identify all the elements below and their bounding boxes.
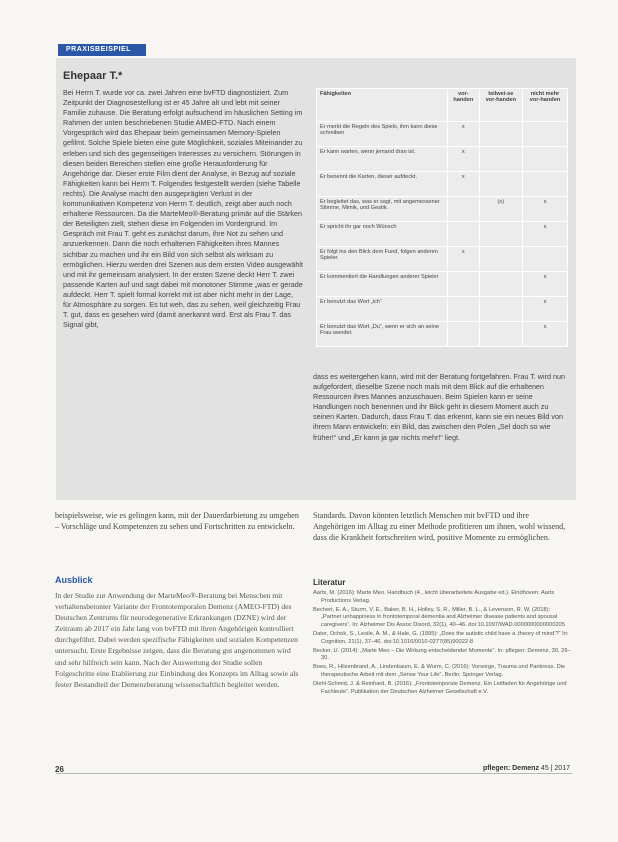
table-header-no-longer-present: nicht mehr vor-handen — [523, 89, 568, 122]
table-cell-absent: x — [523, 197, 568, 222]
table-cell-absent: x — [523, 272, 568, 297]
case-study-right-text: dass es weitergehen kann, wird mit der Beratung fortgefahren. Frau T. wird nun aufgefordert, dieselbe Szene noch mals mit dem Blick auf die erhaltenen Ressourcen ihres Mannes anzuschauen. Beim Spielen kann er seine Handlungen noch benennen und ihr Blick geht in diesem Moment auch zu seinen Karten. Dadurch, dass Frau T. das erkennt, kann sie ein neues Bild von ihrem Mann entwickeln: ein Bild, das zwischen den Polen „Sel doch so wie früher!“ und „Er kann ja gar nichts mehr!“ liegt. — [313, 372, 565, 442]
table-cell-partly — [479, 322, 522, 347]
table-row — [317, 322, 568, 347]
literature-entry: Dator, Ochok, S., Lesile, A. M., & Hale, G. (1995): „Does the autistic child have a ‚theory of mind‘?“ In: Cognition, 21(1), 37–46. doi:10.1016/0010-0277(85)90022-8 — [313, 630, 569, 645]
table-row — [317, 272, 568, 297]
table-cell-skill: Er begleitet das, was er sagt, mit angemessener Stimme, Mimik, und Gestik. — [317, 197, 448, 222]
table-cell-partly: (x) — [479, 197, 522, 222]
table-cell-absent — [523, 172, 568, 197]
table-header-partly-present: teilwei-se vor-handen — [479, 89, 522, 122]
literature-entry: Boes, R., Hilzenbrand, A., Lindenbaum, E. & Wurm, C. (2016): Vorsorge, Trauma und Pankreas. Die therapeutische Arbeit mit dem „Sense Your Life“. Berlin: Springer Verlag. — [313, 664, 566, 678]
table-cell-absent: x — [523, 222, 568, 247]
table-cell-partly — [479, 297, 522, 322]
table-header-present: vor-handen — [448, 89, 480, 122]
literature-entry: Diehl-Schmid, J. & Reinhard, B. (2016): „Frontotemporale Demenz. Ein Leitfaden für Angehörige und Fachleute“. Publikation der Deutschen Alzheimer Gesellschaft e.V. — [313, 680, 567, 695]
section-tag: PRAXISBEISPIEL — [58, 44, 146, 56]
table-cell-skill: Er spricht ihr gar noch Wünsch — [317, 222, 448, 247]
table-cell-present — [448, 197, 480, 222]
journal-issue: 45 | 2017 — [540, 765, 570, 772]
table-row — [317, 197, 568, 222]
table-cell-partly — [479, 272, 522, 297]
table-cell-skill: Er folgt ins den Blick dem Fund, folgen anderen Spieler. — [317, 247, 448, 272]
literature-entry: Becker, U. (2014): „Marte Meo – Die Wirkung entscheidender Momente“. In: pflegen: Demenz, 30, 26–30. — [313, 647, 571, 662]
table-header-row — [317, 89, 568, 122]
literature-list — [313, 590, 571, 697]
table-cell-present: x — [448, 247, 480, 272]
table-cell-present — [448, 297, 480, 322]
table-cell-absent — [523, 247, 568, 272]
table-cell-skill: Er benennt die Karten, dieser aufdeckt. — [317, 172, 448, 197]
table-cell-partly — [479, 147, 522, 172]
skills-table — [316, 88, 568, 347]
case-study-title: Ehepaar T.* — [63, 70, 123, 82]
table-cell-present: x — [448, 172, 480, 197]
page-number: 26 — [55, 765, 64, 774]
table-row — [317, 247, 568, 272]
table-cell-partly — [479, 222, 522, 247]
table-cell-partly — [479, 172, 522, 197]
table-cell-absent: x — [523, 322, 568, 347]
ausblick-heading: Ausblick — [55, 575, 93, 585]
table-cell-present — [448, 222, 480, 247]
table-row — [317, 147, 568, 172]
journal-footer — [483, 765, 570, 772]
ausblick-text: In der Studie zur Anwendung der MarteMeo®-Beratung bei Menschen mit verhaltensbetonter Variante der Frontotemporalen Demenz (AMEO-FTD) des Deutschen Zentrums für neurodegenerative Erkrankungen (DZNE) wird der Zeitraum ab 2017 ein Jahr lang von bvFTD mit ihren Angehörigen kontrolliert durchgeführt. Dabei werden spezifische Fähigkeiten und sozialen Kompetenzen untersucht. Erste Ergebnisse zeigen, dass die Beratung gut angenommen wird und sehr hilfreich sein kann. Nach der Auswertung der Studie sollen Folgeschritte eine Etablierung zur Einbindung des Konzepts im Alltag sowie als fester Bestandteil der Demenzberatung wissenschaftlich begleitet werden. — [55, 591, 299, 689]
literature-entry: Aarts, M. (2016): Marte Meo. Handbuch (4., leicht überarbeitete Ausgabe ed.). Eindhoven: Aarts Productions Verlag. — [313, 590, 555, 604]
table-cell-absent: x — [523, 297, 568, 322]
literature-entry: Bechert, E. A., Sturm, V. E., Baker, B. H., Holley, S. R., Miller, B. L., & Levenson, R. W. (2018): „Partner unhappiness in frontotemporal dementia and Alzheimer disease patients and spousal caregivers“. In: Alzheimer Dis Assoc Disord, 32(1), 40–46. doi:10.1097/WAD.0000000000000205 — [313, 606, 565, 629]
table-row — [317, 222, 568, 247]
body-text-right: Standards. Davon könnten letztlich Menschen mit bvFTD und ihre Angehörigen im Alltag zu einer Methode profitieren um ihnen, wohl wissend, dass die Krankheit fortschreiten wird, positive Momente zu ermöglichen. — [313, 511, 566, 542]
table-cell-present: x — [448, 122, 480, 147]
table-cell-skill: Er merkt die Regeln des Spiels, ihm kann diese schreiben — [317, 122, 448, 147]
table-cell-partly — [479, 247, 522, 272]
table-cell-skill: Er kann warten, wenn jemand dran ist. — [317, 147, 448, 172]
table-cell-skill: Er benutzt das Wort „Du“, wenn er sich an seine Frau wendet. — [317, 322, 448, 347]
table-cell-partly — [479, 122, 522, 147]
table-cell-absent — [523, 122, 568, 147]
table-cell-skill: Er benutzt das Wort „ich“ — [317, 297, 448, 322]
literature-heading: Literatur — [313, 578, 346, 587]
footer-divider — [56, 773, 572, 774]
table-cell-present — [448, 272, 480, 297]
table-row — [317, 122, 568, 147]
table-row — [317, 297, 568, 322]
table-header-skills: Fähigkeiten — [317, 89, 448, 122]
table-row — [317, 172, 568, 197]
journal-name: pflegen: Demenz — [482, 765, 539, 772]
table-cell-present: x — [448, 147, 480, 172]
table-cell-present — [448, 322, 480, 347]
case-study-left-text: Bei Herrn T. wurde vor ca. zwei Jahren eine bvFTD diagnostiziert. Zum Zeitpunkt der Diagnosestellung ist er 45 Jahre alt und lebt mit seiner Familie zuhause. Die Beratung erfolgt aufsuchend im häuslichen Setting im Rahmen der unten beschriebenen Studie AMEO-FTD. Nach einem Vorgespräch wird das Ehepaar beim gemeinsamen Memory-Spielen gefilmt. Solche Spiele bieten eine gute Möglichkeit, soziales Miteinander zu erleben und sich des gegenseitigen Interesses zu versichern. Störungen in diesen beiden Bereichen stellen eine große Herausforderung für Angehörige dar. Dieser erste Film dient der Analyse, in Bezug auf soziale Fähigkeiten kann bei Herrn T. Folgendes festgestellt werden (siehe Tabelle rechts). Die Analyse macht den ausgeprägten Verlust in der kommunikativen Kompetenz von Herrn T. deutlich, zeigt aber auch noch erhaltene Ressourcen. Da die MarteMeo®-Beratung primär auf die Stärken der Beteiligten zielt, stehen diese im Folgenden im Vordergrund. Im Gespräch mit Frau T. geht es zunächst darum, ihre Not zu sehen und anzuerkennen. Dann die noch erhaltenen Fähigkeiten ihres Mannes sichtbar zu machen und ihr ein Bild von sich selbst als wirksam zu ermöglichen. Hierzu werden drei Szenen aus dem ersten Video ausgewählt und mit ihr gemeinsam analysiert. In der ersten Szene deckt Herr T. zwei passende Karten auf und sagt dabei mit monotoner Stimme „was er gerade aufdeckt. Herr T. spielt formal korrekt mit ist aber nicht mehr in der Lage, für Atmosphäre zu sorgen. Es tut weh, das zu sehen, weil gleichzeitig Frau T. gut, dass es gesehen wird (damit anerkannt wird. Erst als Frau T. das Signal gibt, — [63, 88, 303, 330]
table-cell-skill: Er kommentiert die Handlungen anderer Spieler — [317, 272, 448, 297]
table-cell-absent — [523, 147, 568, 172]
body-text-left: beispielsweise, wie es gelingen kann, mit der Dauerdarbietung zu umgehen – Vorschläge und Kompetenzen zu sehen und Fortschritten zu entwickeln. — [55, 511, 299, 531]
